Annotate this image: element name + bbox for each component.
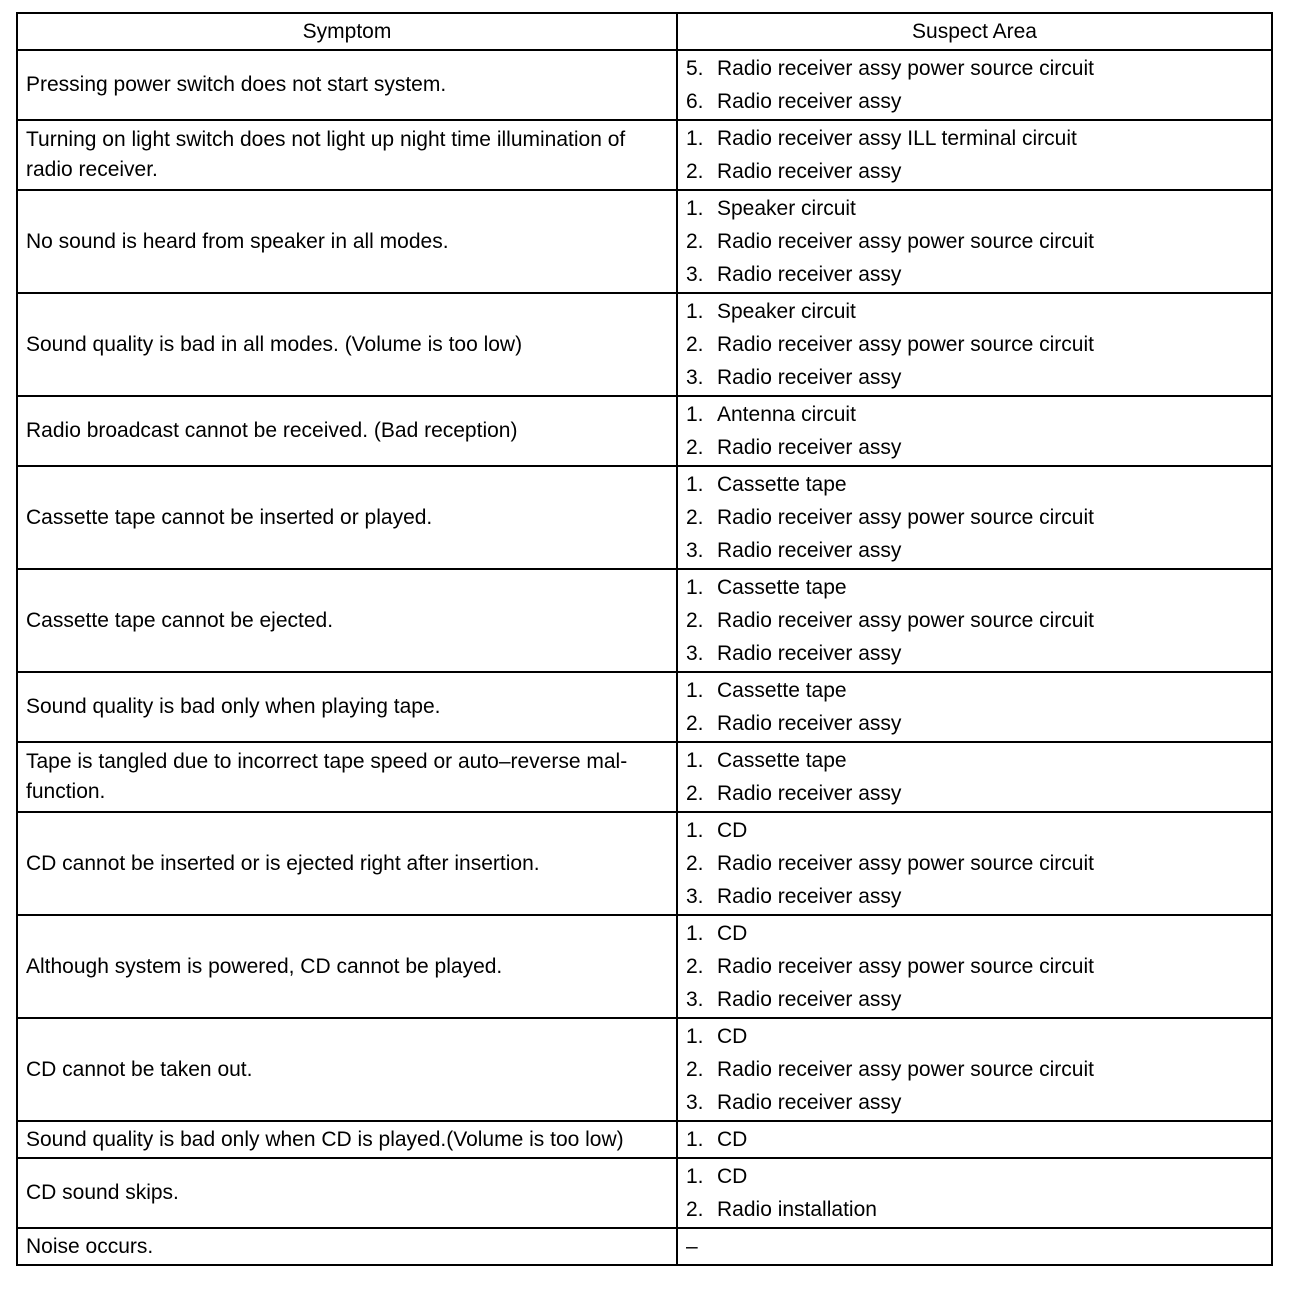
suspect-area-number: 2. [686, 333, 704, 356]
suspect-area-text: CD [717, 922, 748, 945]
troubleshooting-table [16, 12, 1273, 1266]
suspect-area-item [686, 295, 1263, 328]
suspect-area-item [686, 571, 1263, 604]
suspect-area-text: CD [717, 1128, 748, 1151]
table-body [17, 50, 1272, 1265]
suspect-area-cell [677, 742, 1272, 812]
suspect-area-text: Radio receiver assy [717, 782, 902, 805]
suspect-area-number: 1. [686, 1165, 704, 1188]
suspect-area-number: 1. [686, 473, 704, 496]
suspect-area-text: Radio receiver assy power source circuit [717, 852, 1094, 875]
suspect-area-text: Radio receiver assy power source circuit [717, 1058, 1094, 1081]
suspect-area-number: 2. [686, 782, 704, 805]
suspect-area-number: 1. [686, 300, 704, 323]
suspect-area-text: Radio receiver assy [717, 988, 902, 1011]
symptom-cell: Turning on light switch does not light up night time illumination of radio receiver. [17, 120, 677, 190]
suspect-area-number: 3. [686, 366, 704, 389]
suspect-area-item [686, 707, 1263, 740]
header-suspect-area: Suspect Area [677, 13, 1272, 50]
suspect-area-number: 1. [686, 127, 704, 150]
table-row [17, 1158, 1272, 1228]
table-row [17, 672, 1272, 742]
suspect-area-text: Radio installation [717, 1198, 877, 1221]
suspect-area-cell [677, 1228, 1272, 1265]
suspect-area-text: Radio receiver assy [717, 263, 902, 286]
suspect-area-item [686, 501, 1263, 534]
suspect-area-item [686, 155, 1263, 188]
suspect-area-item [686, 983, 1263, 1016]
suspect-area-number: 2. [686, 1058, 704, 1081]
suspect-area-item [686, 1123, 1263, 1156]
symptom-cell: Sound quality is bad only when CD is played.(Volume is too low) [17, 1121, 677, 1158]
suspect-area-cell [677, 1158, 1272, 1228]
table-row [17, 1018, 1272, 1121]
suspect-area-item [686, 431, 1263, 464]
suspect-area-item [686, 1086, 1263, 1119]
symptom-cell: Sound quality is bad only when playing tape. [17, 672, 677, 742]
suspect-area-text: Radio receiver assy [717, 885, 902, 908]
suspect-area-number: 1. [686, 576, 704, 599]
suspect-area-text: Cassette tape [717, 749, 847, 772]
suspect-area-number: 2. [686, 506, 704, 529]
suspect-area-item [686, 1053, 1263, 1086]
suspect-area-text: Radio receiver assy [717, 712, 902, 735]
suspect-area-item [686, 258, 1263, 291]
suspect-area-text: Radio receiver assy [717, 1091, 902, 1114]
suspect-area-text: Radio receiver assy power source circuit [717, 333, 1094, 356]
suspect-area-text: Cassette tape [717, 679, 847, 702]
header-symptom: Symptom [17, 13, 677, 50]
suspect-area-text: CD [717, 1165, 748, 1188]
suspect-area-number: 1. [686, 197, 704, 220]
symptom-cell: Cassette tape cannot be inserted or played. [17, 466, 677, 569]
suspect-area-number: 3. [686, 988, 704, 1011]
suspect-area-number: 2. [686, 609, 704, 632]
suspect-area-text: Radio receiver assy ILL terminal circuit [717, 127, 1077, 150]
suspect-area-cell [677, 672, 1272, 742]
symptom-cell: CD cannot be taken out. [17, 1018, 677, 1121]
suspect-area-number: 1. [686, 922, 704, 945]
suspect-area-item [686, 225, 1263, 258]
suspect-area-item [686, 328, 1263, 361]
suspect-area-item [686, 52, 1263, 85]
suspect-area-text: Radio receiver assy power source circuit [717, 609, 1094, 632]
suspect-area-text: CD [717, 819, 748, 842]
suspect-area-number: 3. [686, 263, 704, 286]
suspect-area-item [686, 744, 1263, 777]
suspect-area-text: Radio receiver assy [717, 642, 902, 665]
suspect-area-text: CD [717, 1025, 748, 1048]
symptom-cell: Noise occurs. [17, 1228, 677, 1265]
symptom-cell: Pressing power switch does not start system. [17, 50, 677, 120]
suspect-area-cell [677, 569, 1272, 672]
suspect-area-text: – [686, 1235, 698, 1258]
suspect-area-number: 1. [686, 819, 704, 842]
symptom-cell: No sound is heard from speaker in all modes. [17, 190, 677, 293]
suspect-area-item [686, 604, 1263, 637]
suspect-area-number: 2. [686, 436, 704, 459]
suspect-area-number: 5. [686, 57, 704, 80]
suspect-area-cell [677, 293, 1272, 396]
table-row [17, 569, 1272, 672]
suspect-area-number: 1. [686, 403, 704, 426]
symptom-cell: Cassette tape cannot be ejected. [17, 569, 677, 672]
suspect-area-cell [677, 120, 1272, 190]
suspect-area-number: 3. [686, 539, 704, 562]
table-row [17, 396, 1272, 466]
symptom-cell: CD cannot be inserted or is ejected right after insertion. [17, 812, 677, 915]
table-row [17, 915, 1272, 1018]
suspect-area-number: 1. [686, 749, 704, 772]
suspect-area-number: 1. [686, 1128, 704, 1151]
suspect-area-item [686, 814, 1263, 847]
suspect-area-number: 1. [686, 1025, 704, 1048]
suspect-area-cell [677, 1121, 1272, 1158]
suspect-area-text: Cassette tape [717, 576, 847, 599]
table-row [17, 293, 1272, 396]
suspect-area-item [686, 85, 1263, 118]
suspect-area-text: Antenna circuit [717, 403, 856, 426]
suspect-area-item [686, 122, 1263, 155]
table-row [17, 1121, 1272, 1158]
suspect-area-number: 2. [686, 1198, 704, 1221]
table-row [17, 1228, 1272, 1265]
suspect-area-cell [677, 812, 1272, 915]
suspect-area-number: 2. [686, 160, 704, 183]
symptom-cell: Sound quality is bad in all modes. (Volume is too low) [17, 293, 677, 396]
suspect-area-number: 2. [686, 955, 704, 978]
suspect-area-item [686, 674, 1263, 707]
header-row [17, 13, 1272, 50]
suspect-area-item [686, 1193, 1263, 1226]
suspect-area-text: Radio receiver assy power source circuit [717, 57, 1094, 80]
table-header [17, 13, 1272, 50]
table-row [17, 50, 1272, 120]
suspect-area-text: Radio receiver assy power source circuit [717, 230, 1094, 253]
symptom-cell: Although system is powered, CD cannot be played. [17, 915, 677, 1018]
suspect-area-text: Speaker circuit [717, 197, 856, 220]
suspect-area-cell [677, 50, 1272, 120]
suspect-area-item [686, 637, 1263, 670]
suspect-area-item [686, 917, 1263, 950]
suspect-area-text: Speaker circuit [717, 300, 856, 323]
suspect-area-cell [677, 915, 1272, 1018]
suspect-area-number: 3. [686, 885, 704, 908]
suspect-area-number: 3. [686, 642, 704, 665]
table-row [17, 812, 1272, 915]
suspect-area-text: Cassette tape [717, 473, 847, 496]
suspect-area-number: 2. [686, 712, 704, 735]
suspect-area-item [686, 847, 1263, 880]
suspect-area-text: Radio receiver assy power source circuit [717, 506, 1094, 529]
suspect-area-text: Radio receiver assy [717, 160, 902, 183]
suspect-area-item [686, 192, 1263, 225]
suspect-area-text: Radio receiver assy [717, 539, 902, 562]
table-row [17, 190, 1272, 293]
suspect-area-text: Radio receiver assy [717, 436, 902, 459]
suspect-area-cell [677, 190, 1272, 293]
suspect-area-item [686, 398, 1263, 431]
suspect-area-text: Radio receiver assy power source circuit [717, 955, 1094, 978]
suspect-area-item [686, 534, 1263, 567]
suspect-area-item [686, 880, 1263, 913]
symptom-cell: CD sound skips. [17, 1158, 677, 1228]
suspect-area-number: 2. [686, 852, 704, 875]
suspect-area-item [686, 1020, 1263, 1053]
table-row [17, 120, 1272, 190]
table-row [17, 742, 1272, 812]
suspect-area-text: Radio receiver assy [717, 366, 902, 389]
symptom-cell: Tape is tangled due to incorrect tape speed or auto–reverse mal-function. [17, 742, 677, 812]
suspect-area-number: 2. [686, 230, 704, 253]
suspect-area-cell [677, 1018, 1272, 1121]
suspect-area-text: Radio receiver assy [717, 90, 902, 113]
suspect-area-number: 3. [686, 1091, 704, 1114]
symptom-cell: Radio broadcast cannot be received. (Bad reception) [17, 396, 677, 466]
suspect-area-item [686, 361, 1263, 394]
suspect-area-item [686, 1160, 1263, 1193]
suspect-area-number: 1. [686, 679, 704, 702]
suspect-area-item [686, 1230, 1263, 1263]
suspect-area-cell [677, 396, 1272, 466]
suspect-area-item [686, 468, 1263, 501]
suspect-area-cell [677, 466, 1272, 569]
table-row [17, 466, 1272, 569]
suspect-area-item [686, 777, 1263, 810]
suspect-area-number: 6. [686, 90, 704, 113]
suspect-area-item [686, 950, 1263, 983]
